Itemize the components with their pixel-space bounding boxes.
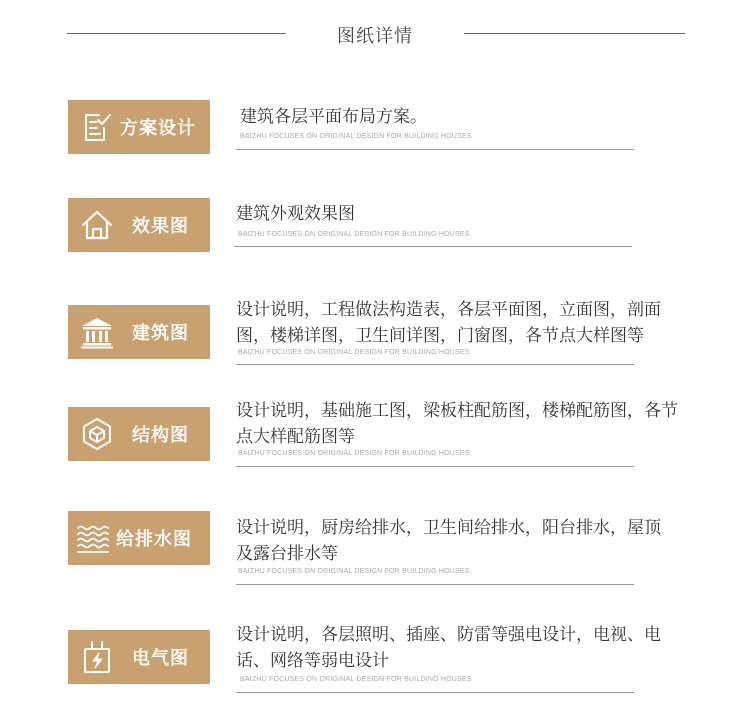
badge-architecture xyxy=(68,305,210,359)
badge-plumbing xyxy=(68,511,210,565)
building-columns-icon xyxy=(80,315,114,349)
item-underline xyxy=(236,466,634,467)
item-underline xyxy=(236,584,634,585)
item-underline xyxy=(236,692,634,693)
item-underline xyxy=(236,364,634,365)
lightning-plug-icon xyxy=(80,640,114,674)
water-waves-icon xyxy=(76,521,110,555)
item-underline xyxy=(234,246,632,247)
item-description: 建筑各层平面布局方案。 xyxy=(240,107,427,127)
item-description: 设计说明，工程做法构造表，各层平面图，立面图，剖面图，楼梯详图，卫生间详图，门窗图，各节点大样图等 xyxy=(236,300,661,346)
badge-label: 电气图 xyxy=(132,648,189,669)
badge-rendering xyxy=(68,198,210,252)
header-right-rule xyxy=(464,33,685,34)
item-description: 设计说明，厨房给排水，卫生间给排水，阳台排水，屋顶及露台排水等 xyxy=(236,518,661,564)
header-left-rule xyxy=(67,33,286,34)
item-description: 设计说明，各层照明、插座、防雷等强电设计，电视、电话、网络等弱电设计 xyxy=(236,625,661,671)
item-subtitle: BAIZHU FOCUSES ON ORIGINAL DESIGN FOR BUILDING HOUSES xyxy=(240,133,472,140)
cube-hexagon-icon xyxy=(80,417,114,451)
item-subtitle: BAIZHU FOCUSES ON ORIGINAL DESIGN FOR BUILDING HOUSES xyxy=(238,450,470,457)
badge-label: 给排水图 xyxy=(116,529,192,550)
house-icon xyxy=(80,208,114,242)
badge-electrical xyxy=(68,630,210,684)
item-underline xyxy=(236,149,634,150)
item-description: 设计说明，基础施工图，梁板柱配筋图，楼梯配筋图，各节点大样配筋图等 xyxy=(236,401,678,447)
badge-structure xyxy=(68,407,210,461)
item-description: 建筑外观效果图 xyxy=(236,204,355,224)
badge-label: 方案设计 xyxy=(120,118,196,139)
badge-scheme-design xyxy=(68,100,210,154)
item-subtitle: BAIZHU FOCUSES ON ORIGINAL DESIGN FOR BUILDING HOUSES xyxy=(238,568,470,575)
badge-label: 结构图 xyxy=(132,425,189,446)
item-subtitle: BAIZHU FOCUSES ON ORIGINAL DESIGN FOR BUILDING HOUSES xyxy=(240,676,472,683)
item-subtitle: BAIZHU FOCUSES ON ORIGINAL DESIGN FOR BUILDING HOUSES xyxy=(238,231,470,238)
page-title: 图纸详情 xyxy=(337,26,413,47)
item-subtitle: BAIZHU FOCUSES ON ORIGINAL DESIGN FOR BUILDING HOUSES xyxy=(238,349,470,356)
badge-label: 效果图 xyxy=(132,216,189,237)
document-check-icon xyxy=(78,110,112,144)
badge-label: 建筑图 xyxy=(132,323,189,344)
